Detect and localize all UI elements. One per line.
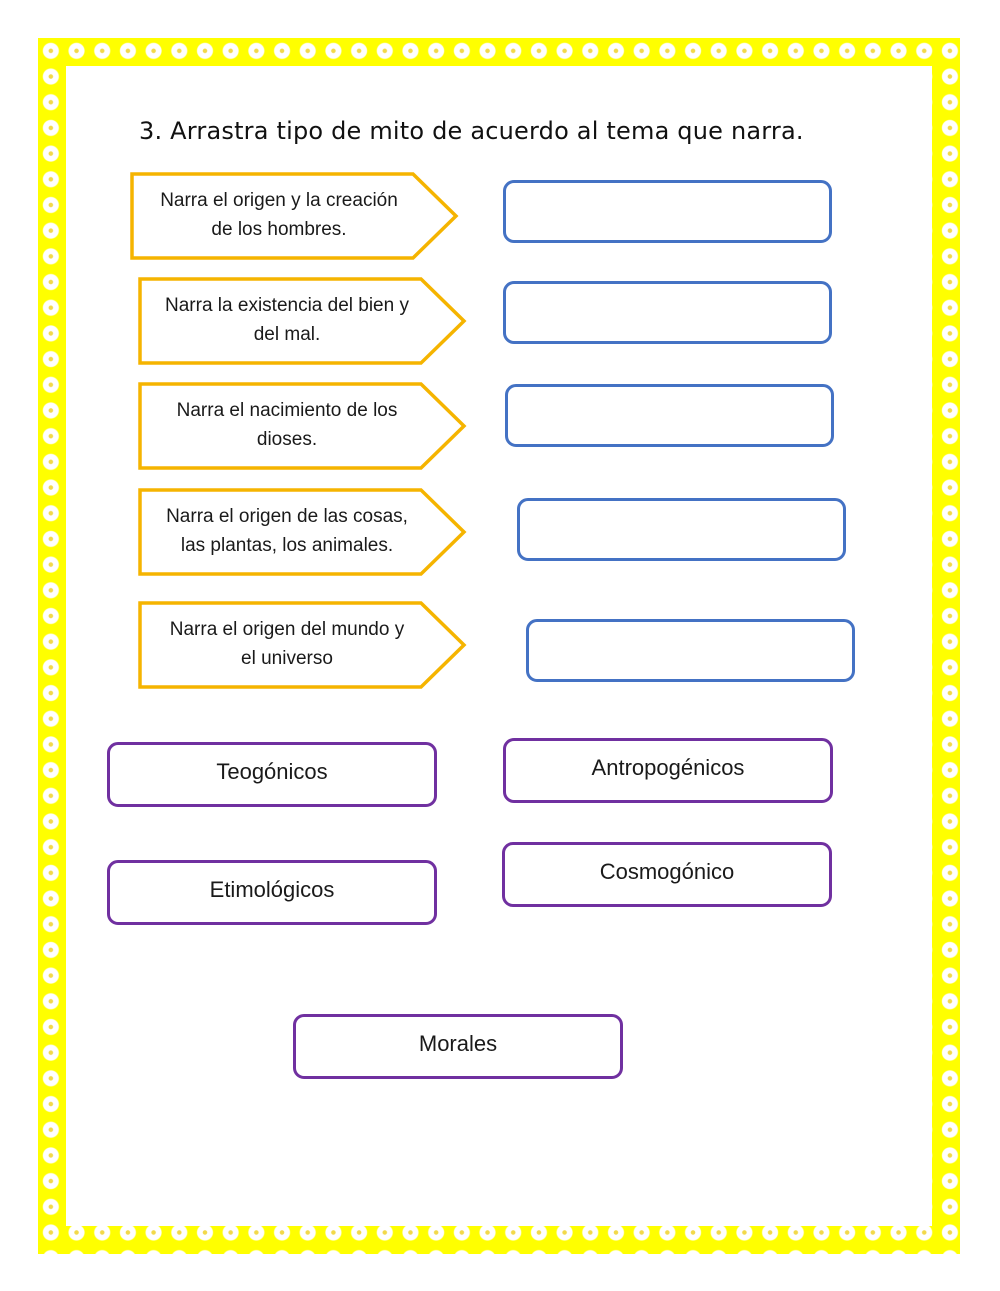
drop-slot-1[interactable]	[503, 180, 832, 243]
description-arrow-4	[138, 488, 468, 574]
option-label: Teogónicos	[216, 758, 328, 784]
description-arrow-5	[138, 601, 468, 687]
description-line: de los hombres.	[211, 219, 347, 240]
description-line: Narra el nacimiento de los	[176, 400, 398, 421]
option-label: Morales	[418, 1030, 498, 1056]
drop-slot-3[interactable]	[505, 384, 834, 447]
option-cosmogonico[interactable]	[502, 842, 832, 907]
description-line: dioses.	[256, 429, 318, 450]
option-label: Cosmogónico	[599, 858, 735, 884]
description-line: Narra el origen del mundo y	[169, 619, 405, 640]
option-etimologicos[interactable]	[107, 860, 437, 925]
description-line: del mal.	[253, 324, 321, 345]
description-line: Narra la existencia del bien y	[165, 295, 409, 316]
description-line: el universo	[241, 648, 333, 669]
option-label: Antropogénicos	[591, 754, 745, 780]
drop-slot-4[interactable]	[517, 498, 846, 561]
option-label: Etimológicos	[209, 876, 335, 902]
description-line: Narra el origen y la creación	[160, 190, 398, 211]
description-line: las plantas, los animales.	[180, 535, 394, 556]
option-antropogenicos[interactable]	[503, 738, 833, 803]
description-arrow-1	[130, 172, 460, 258]
drop-slot-5[interactable]	[526, 619, 855, 682]
instruction-title: 3. Arrastra tipo de mito de acuerdo al tema que narra.	[139, 117, 804, 145]
description-arrow-3	[138, 382, 468, 468]
option-morales[interactable]	[293, 1014, 623, 1079]
drop-slot-2[interactable]	[503, 281, 832, 344]
option-teogonicos[interactable]	[107, 742, 437, 807]
description-arrow-2	[138, 277, 468, 363]
description-line: Narra el origen de las cosas,	[166, 506, 408, 527]
